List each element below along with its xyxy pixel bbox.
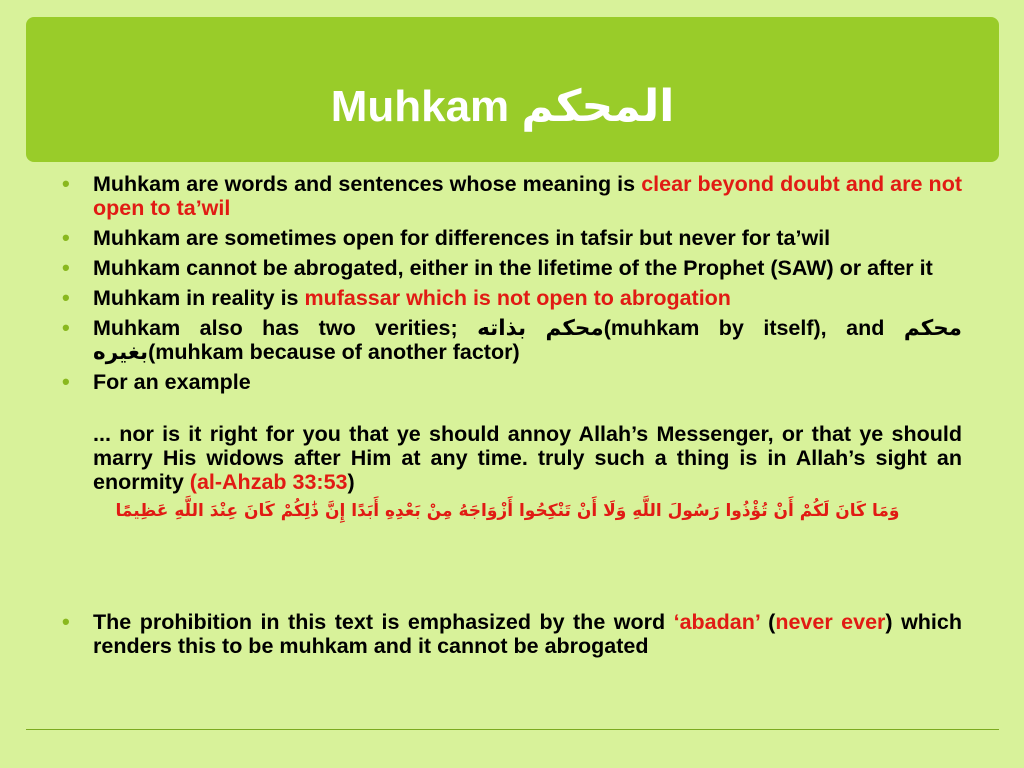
slide-content [62, 172, 962, 658]
bullet-text: For an example [93, 370, 251, 394]
bullet-text: ) which renders this to be muhkam and it cannot be abrogated [93, 610, 962, 658]
arabic-term-bi-ghayrihi: محكم بغيره [93, 316, 962, 364]
footer-divider [26, 729, 999, 730]
slide-title: Muhkam المحكم [330, 82, 675, 131]
bullet-text: Muhkam in reality is [93, 286, 305, 310]
highlight-text: never ever [775, 610, 886, 634]
bullet-abrogation [62, 256, 962, 280]
bullet-text: ( [759, 610, 776, 634]
arabic-term-bi-dhatihi: محكم بذاته [477, 316, 604, 340]
quote-close: ) [347, 470, 355, 494]
bullet-reality [62, 286, 962, 310]
bullet-text: (muhkam because of another factor) [148, 340, 520, 364]
bullet-varieties [62, 316, 962, 364]
bullet-text: Muhkam cannot be abrogated, either in the lifetime of the Prophet (SAW) or after it [93, 256, 933, 280]
bullet-tafsir [62, 226, 962, 250]
bullet-text: (muhkam by itself), and [603, 316, 904, 340]
highlight-text: clear beyond doubt and are not open to ta’wil [93, 172, 962, 220]
highlight-text: mufassar which is not open to abrogation [304, 286, 731, 310]
bullet-example [62, 370, 962, 394]
quote-translation [62, 422, 962, 494]
bullet-text: The prohibition in this text is emphasized by the word [93, 610, 674, 634]
title-bar [26, 17, 999, 162]
bullet-definition [62, 172, 962, 220]
bullet-text: Muhkam also has two verities; [93, 316, 478, 340]
quote-reference: (al-Ahzab 33:53 [189, 470, 348, 494]
bullet-prohibition [62, 610, 962, 658]
highlight-text: ‘abadan’ [673, 610, 760, 634]
quote-arabic: وَمَا كَانَ لَكُمْ أَنْ تُؤْذُوا رَسُولَ اللَّهِ وَلَا أَنْ تَنْكِحُوا أَزْوَاجَهُ مِنْ بَعْدِهِ أَبَدًا إِنَّ ذَٰلِكُمْ كَانَ عِنْدَ اللَّهِ عَظِيمًا [115, 501, 900, 521]
quote-text: ... nor is it right for you that ye should annoy Allah’s Messenger, or that ye should marry His widows after Him at any time. truly such a thing is in Allah’s sight an enormity [93, 422, 962, 494]
bullet-text: Muhkam are sometimes open for differences in tafsir but never for ta’wil [93, 226, 831, 250]
bullet-text: Muhkam are words and sentences whose meaning is [93, 172, 642, 196]
